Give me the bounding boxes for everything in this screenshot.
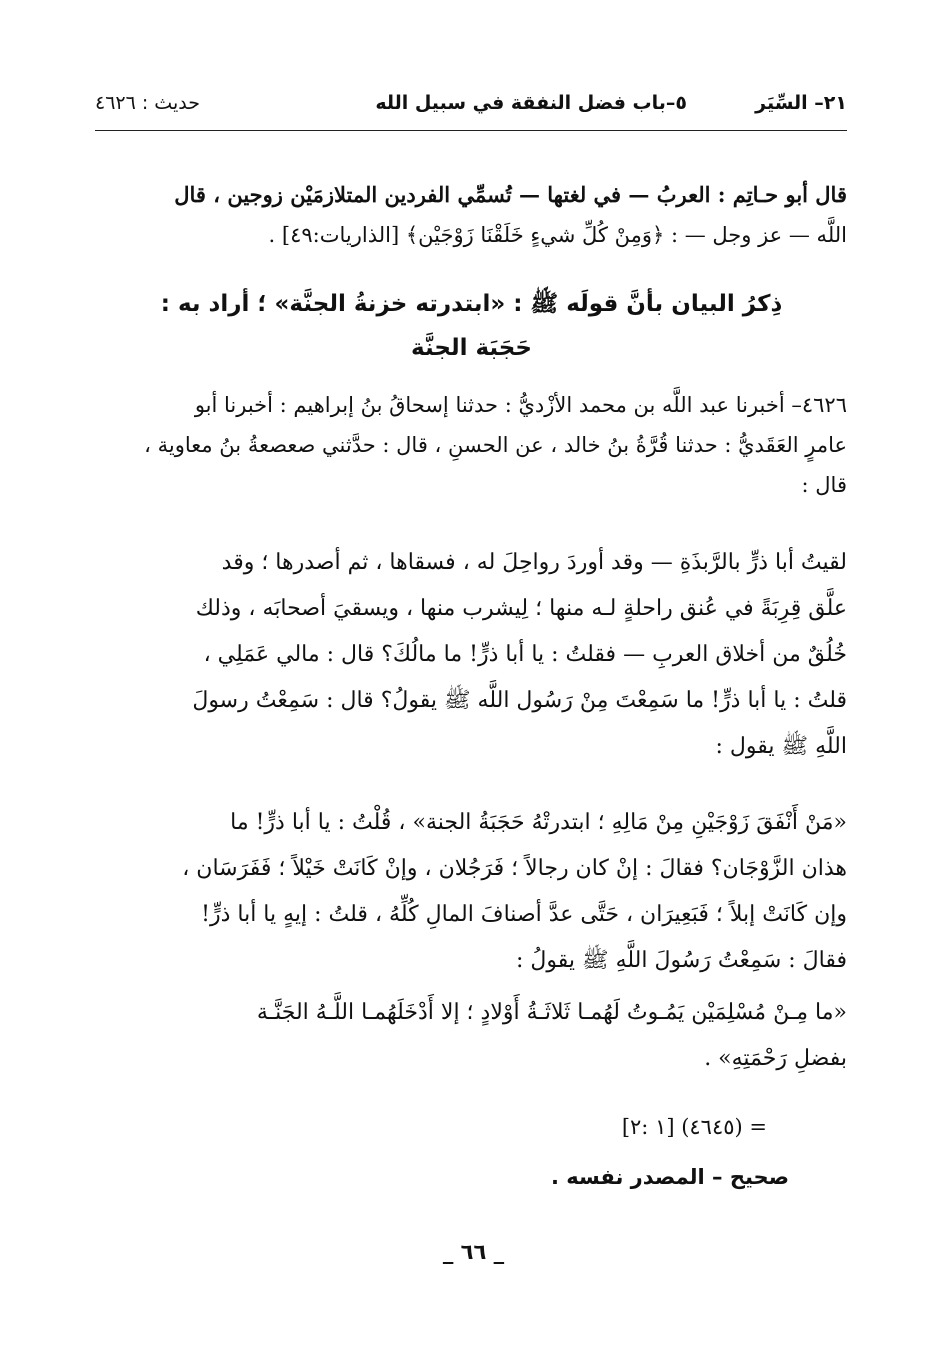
hadith-line: وإن كَانَتْ إبلاً ؛ فَبَعِيرَان ، حَتَّى عدَّ أصنافَ المالِ كُلِّهُ ، قلتُ : إيهٍ يا أبا ذرٍّ! <box>201 902 847 927</box>
hadith-line: فقالَ : سَمِعْتُ رَسُولَ اللَّهِ ﷺ يقولُ : <box>516 948 847 973</box>
cross-reference: = (٤٦٤٥) [١ :٢] <box>621 1115 767 1139</box>
hadith-line: هذان الزَّوْجَان؟ فقالَ : إنْ كان رجالاً ؛ فَرَجُلان ، وإنْ كَانَتْ خَيْلاً ؛ فَفَرَسَان ، <box>182 856 847 881</box>
running-header <box>95 92 847 126</box>
header-divider <box>95 130 847 131</box>
book-section-title: ٢١– السِّيَر <box>755 92 847 114</box>
heading-line-2: حَجَبَة الجنَّة <box>411 335 532 361</box>
intro-line: اللَّه — عز وجل — : ﴿وَمِنْ كُلِّ شيءٍ خَلَقْنَا زَوْجَيْن﴾ [الذاريات:٤٩] . <box>268 223 847 247</box>
section-heading <box>96 282 847 370</box>
narration-line: قلتُ : يا أبا ذرٍّ! ما سَمِعْتَ مِنْ رَسُول اللَّه ﷺ يقولُ؟ قال : سَمِعْتُ رسولَ <box>192 688 847 713</box>
narration-line: اللَّهِ ﷺ يقول : <box>715 734 847 759</box>
isnad-line: قال : <box>801 473 847 497</box>
intro-paragraph <box>96 175 847 255</box>
narration-line: علَّق قِرِبَةً في عُنق راحلةٍ لـه منها ؛ لِيشرب منها ، ويسقيَ أصحابَه ، وذلك <box>195 596 847 621</box>
narration-line: خُلُقٌ من أخلاق العربِ — فقلتُ : يا أبا ذرٍّ! ما مالُكَ؟ قال : مالي عَمَلِي ، <box>203 642 847 667</box>
hadith-line: «ما مِـنْ مُسْلِمَيْن يَمُـوتُ لَهُمـا ثَلاثَـةُ أَوْلادٍ ؛ إلا أَدْخَلَهُمـا اللَّـهُ الجَنَّـة <box>256 1000 847 1025</box>
page-number: _ ٦٦ _ <box>442 1240 505 1264</box>
hadith-line: «مَنْ أَنْفَقَ زَوْجَيْنِ مِنْ مَالِهِ ؛ ابتدرتْهُ حَجَبَةُ الجنة» ، قُلْتُ : يا أبا ذرٍّ! ما <box>230 810 847 835</box>
hadith-reference: حديث : ٤٦٢٦ <box>95 92 200 114</box>
hadith-text-1 <box>96 800 847 984</box>
isnad-line: عامرٍ العَقَديُّ : حدثنا قُرَّةُ بنُ خالد ، عن الحسنِ ، قال : حدَّثني صعصعةُ بنُ معاوية ، <box>144 433 847 457</box>
narration-line: لقيتُ أبا ذرٍّ بالرَّبذَةِ — وقد أوردَ رواحِلَ له ، فسقاها ، ثم أصدرها ؛ وقد <box>221 550 847 575</box>
grading-note: صحيح – المصدر نفسه . <box>550 1165 789 1189</box>
hadith-line: بفضلِ رَحْمَتِهِ» . <box>704 1046 847 1071</box>
intro-line: قال أبو حـاتِم : العربُ — في لغتها — تُسمِّي الفردين المتلازمَيْن زوجين ، قال <box>174 182 847 207</box>
heading-line-1: ذِكرُ البيان بأنَّ قولَه ﷺ : «ابتدرته خزنةُ الجنَّة» ؛ أراد به : <box>160 291 783 317</box>
narration-paragraph <box>96 540 847 770</box>
isnad-line: ٤٦٢٦– أخبرنا عبد اللَّه بن محمد الأزْديُّ : حدثنا إسحاقُ بنُ إبراهيم : أخبرنا أبو <box>194 393 847 417</box>
hadith-text-2 <box>96 990 847 1082</box>
chapter-title: ٥–باب فضل النفقة في سبيل الله <box>375 92 687 114</box>
isnad-paragraph <box>96 385 847 505</box>
